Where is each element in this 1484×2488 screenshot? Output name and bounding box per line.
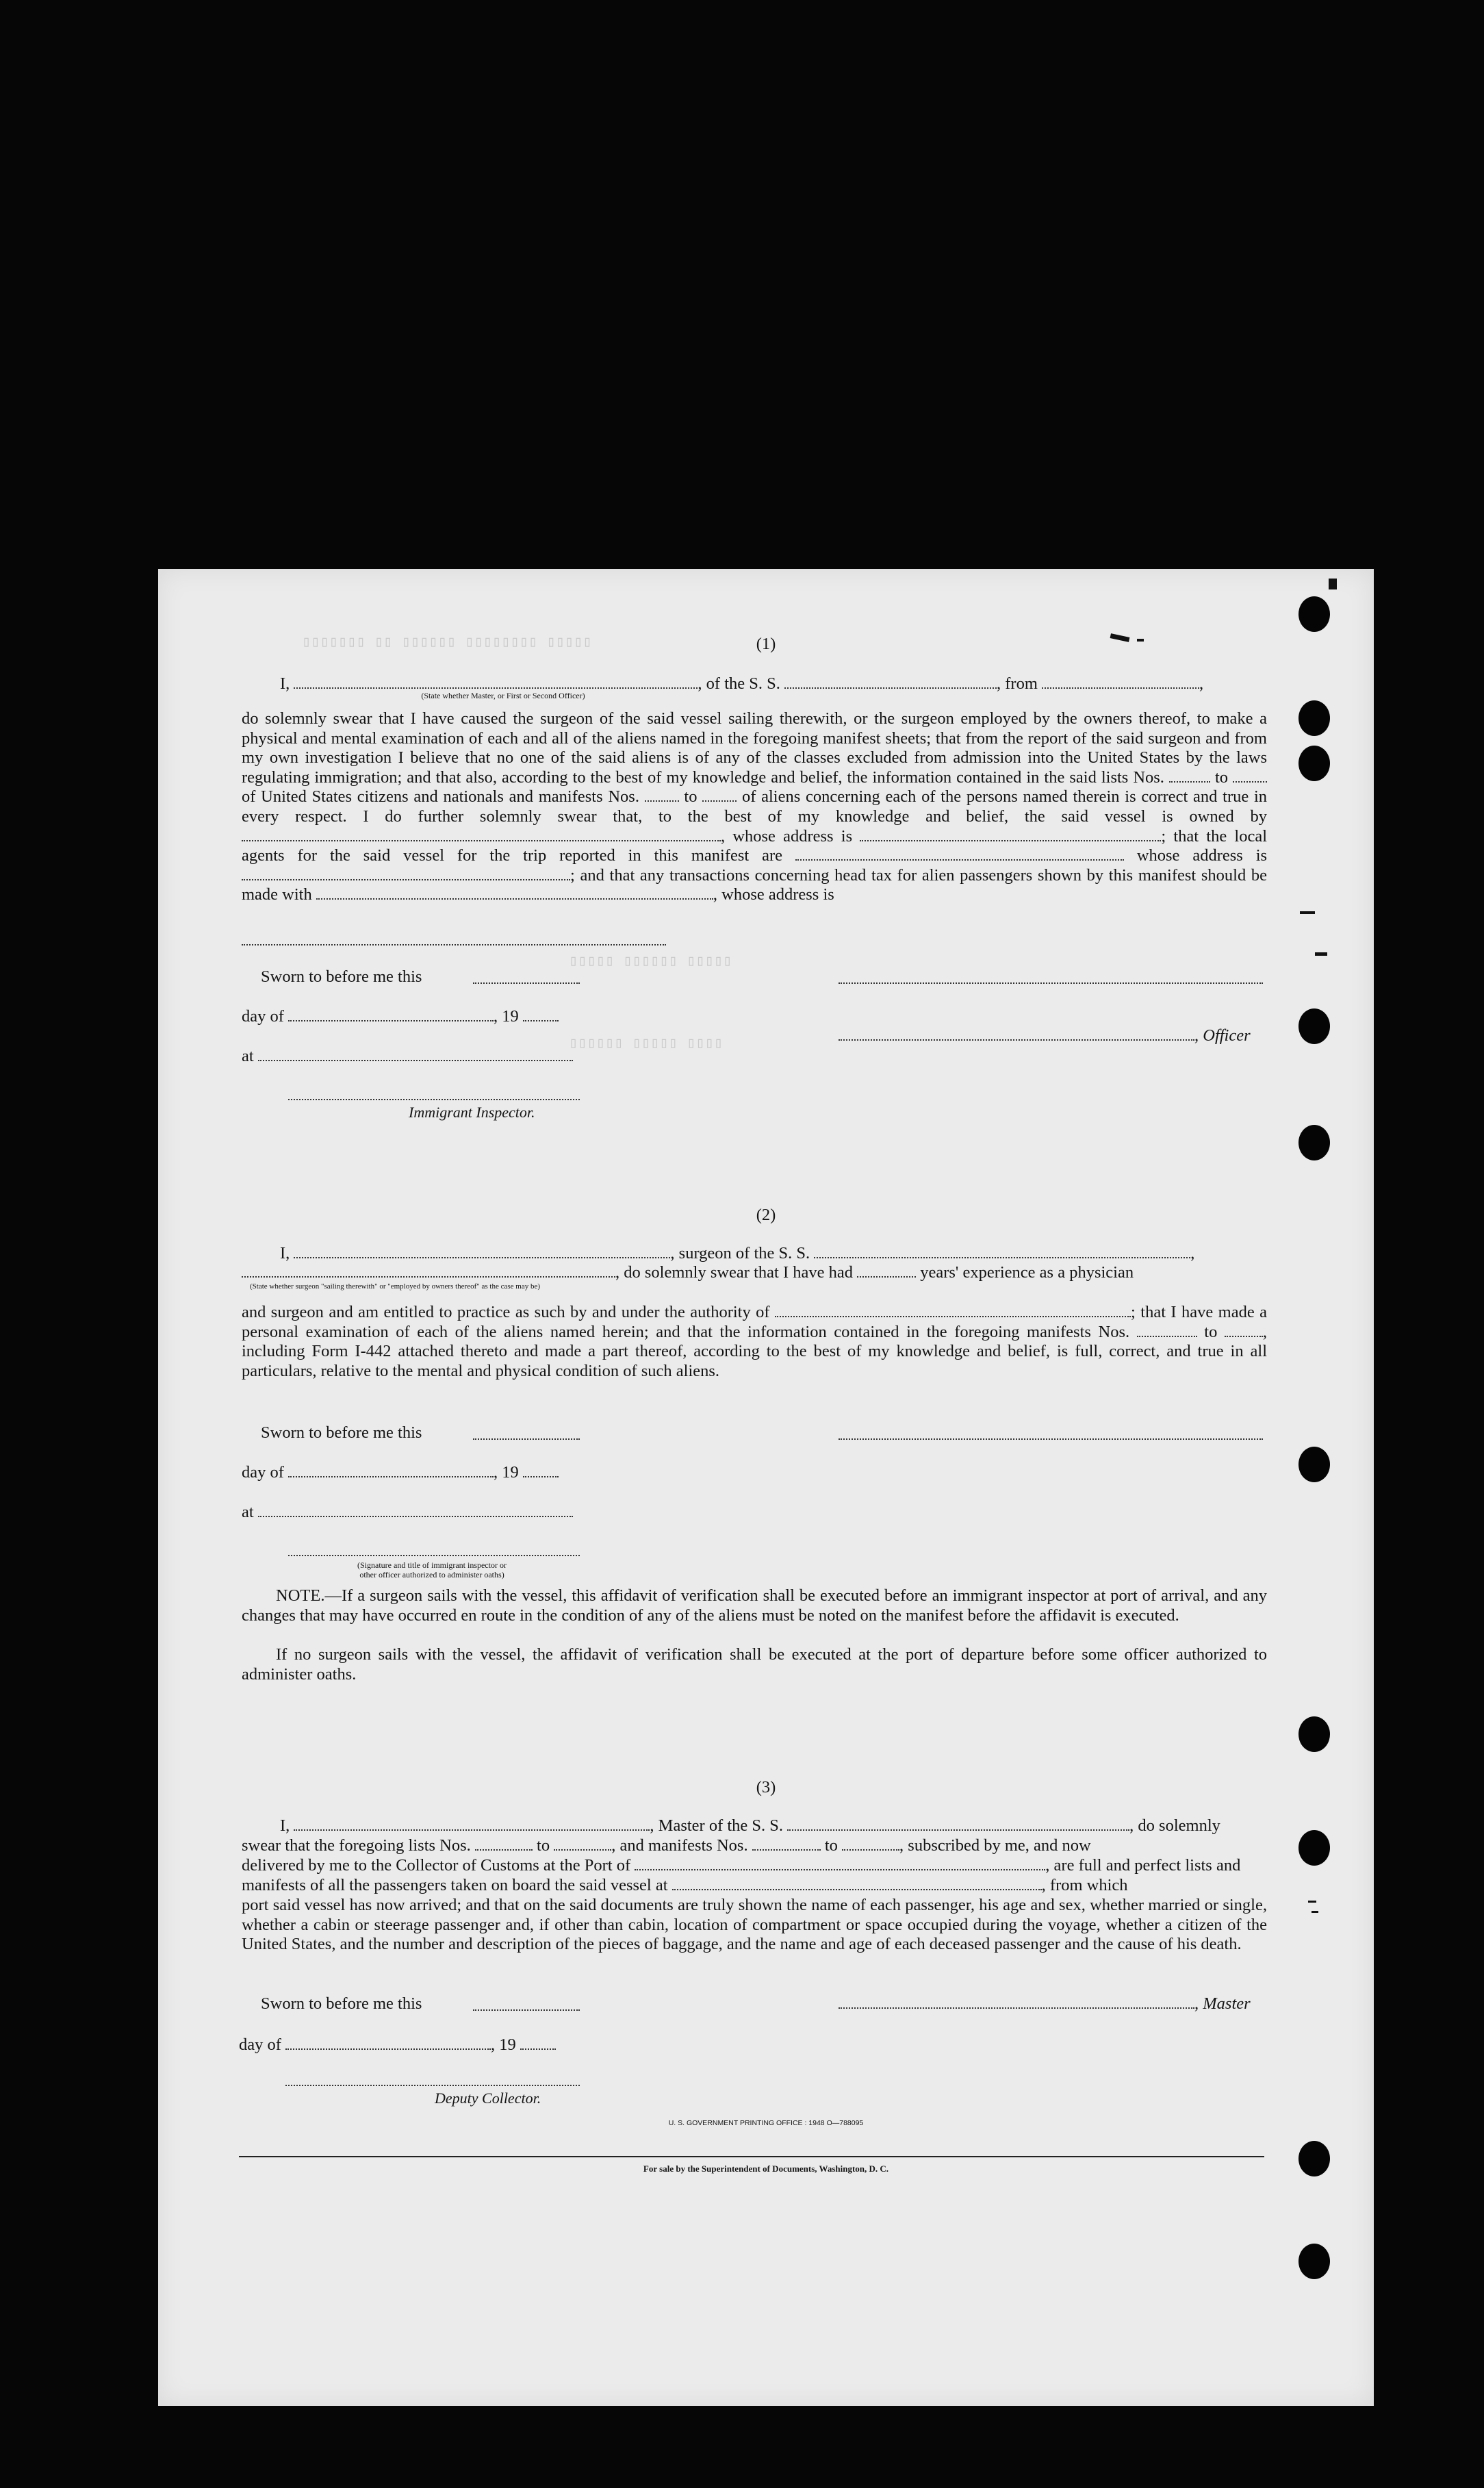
text: day of [239, 2035, 281, 2054]
text: I, [280, 674, 290, 693]
blank-field[interactable] [242, 828, 721, 841]
blank-field[interactable] [288, 1008, 494, 1021]
text: day of [242, 1007, 284, 1026]
master-signature [839, 1994, 1251, 2014]
gpo-imprint: U. S. GOVERNMENT PRINTING OFFICE : 1948 O—788095 [668, 2119, 864, 2127]
at-label [242, 1503, 573, 1523]
text: I, [280, 1244, 290, 1262]
footer-rule [239, 2156, 1264, 2157]
blank-field[interactable] [523, 1464, 559, 1477]
blank-field[interactable] [672, 1877, 1042, 1890]
signature-caption: (Signature and title of immigrant inspector or [357, 1560, 507, 1570]
master-paragraph [242, 1896, 1267, 1955]
text: to [684, 787, 698, 807]
master-line-3 [242, 1856, 1240, 1876]
text: , do solemnly [1129, 1816, 1220, 1835]
blank-field[interactable] [316, 886, 713, 900]
text: ; and that any transactions concerning head tax for alien passengers shown by this manifest should be made with [242, 865, 1267, 904]
punch-hole [1298, 1008, 1330, 1044]
text: ; [1161, 826, 1166, 846]
bleed-through: ▯▯▯▯▯▯ ▯▯▯▯▯ ▯▯▯▯ [569, 1035, 724, 1052]
text: and surgeon and am entitled to practice as such by and under the authority of [242, 1303, 770, 1321]
text: day of [242, 1463, 284, 1482]
blank-field[interactable] [635, 1857, 1045, 1870]
blank-field[interactable] [795, 847, 1124, 861]
text: , from [997, 674, 1038, 693]
punch-hole [1298, 700, 1330, 736]
scan-mark [1315, 952, 1327, 956]
blank-field[interactable] [258, 1503, 573, 1517]
text: do solemnly swear that I have caused the surgeon of the said vessel sailing therewith, or the surgeon employed by the owners thereof, to make a physical and mental examination of each and all of the aliens named in the foregoing manifest sheets; that from the report of the said surgeon and from my own investigation I believe that no one of the said aliens is of any of the classes excluded from admission into the United States by the laws regulating immigration; and that also, according to the best of my knowledge and belief, the information contained in the said lists Nos. [242, 709, 1267, 787]
text: ; [1131, 1303, 1136, 1321]
blank-field[interactable] [1225, 1323, 1263, 1337]
text: , 19 [494, 1463, 519, 1482]
blank-field[interactable] [787, 1817, 1129, 1831]
sworn-label: Sworn to before me this [261, 967, 422, 986]
blank-field[interactable] [294, 1817, 650, 1831]
day-of-label [242, 1007, 559, 1027]
blank-field[interactable] [860, 828, 1161, 841]
blank-field[interactable] [473, 2009, 580, 2011]
text: swear that the foregoing lists Nos. [242, 1836, 471, 1855]
blank-field[interactable] [475, 1837, 533, 1851]
officer-line [839, 1026, 1251, 1046]
text: , [1190, 1244, 1195, 1262]
address-line [242, 944, 666, 945]
text: years' experience as a physician [920, 1263, 1134, 1282]
text: , from which [1041, 1876, 1128, 1894]
blank-field[interactable] [554, 1837, 611, 1851]
scan-mark [1312, 1911, 1318, 1913]
text: , including Form I-442 attached thereto and made a part thereof, according to the best of my knowledge and belief, is full, correct, and true in all particulars, relative to the mental and physical condition of such aliens. [242, 1322, 1268, 1380]
blank-field[interactable] [285, 2036, 491, 2050]
text: , Officer [1194, 1026, 1251, 1045]
blank-field[interactable] [520, 2036, 556, 2050]
blank-field[interactable] [784, 675, 997, 689]
signature-line[interactable] [288, 1099, 580, 1100]
master-line [280, 1816, 1220, 1836]
signature-line[interactable] [839, 1995, 1194, 2009]
section-number: (2) [756, 1206, 776, 1224]
inspector-label: Immigrant Inspector. [409, 1104, 535, 1121]
text: , Master [1194, 1994, 1251, 2013]
surgeon-line [280, 1244, 1194, 1264]
master-line-4 [242, 1876, 1128, 1896]
blank-field[interactable] [752, 1837, 821, 1851]
text: to [824, 1836, 838, 1855]
blank-field[interactable] [473, 982, 580, 984]
punch-hole [1298, 596, 1330, 632]
at-label [242, 1047, 573, 1067]
text: port said vessel has now arrived; and that on the said documents are truly shown the name of each passenger, his age and sex, whether married or single, whether a cabin or steerage passenger and, if other than cabin, location of compartment or space occupied during the voyage, whether a citizen of the United States, and the number and description of the pieces of baggage, and the name and age of each deceased passenger and the cause of his death. [242, 1896, 1267, 1954]
signature-line[interactable] [285, 2085, 580, 2086]
day-of-label [242, 1463, 559, 1483]
text: at [242, 1047, 254, 1065]
scan-mark [1300, 911, 1315, 914]
note-paragraph [242, 1586, 1267, 1625]
text: —If a surgeon sails with the vessel, this affidavit of verification shall be executed before an immigrant inspector at port of arrival, and any changes that may have occurred en route in the condition of any of the aliens must be noted on the manifest before the affidavit is executed. [242, 1586, 1267, 1625]
text: I, [280, 1816, 290, 1835]
signature-line[interactable] [839, 1027, 1194, 1041]
text: of aliens concerning each of the persons named therein is correct and true in every respect. I do further solemnly swear that, to the best of my knowledge and belief, the said vessel is owned by [242, 787, 1268, 826]
blank-field[interactable] [842, 1837, 899, 1851]
blank-field[interactable] [294, 1245, 670, 1258]
text: , Master of the S. S. [650, 1816, 784, 1835]
text: manifests of all the passengers taken on board the said vessel at [242, 1876, 668, 1894]
text: , are full and perfect lists and [1045, 1856, 1241, 1875]
day-of-label [239, 2035, 556, 2055]
signature-caption: other officer authorized to administer oaths) [359, 1570, 504, 1579]
text: at [242, 1503, 254, 1521]
punch-hole [1298, 746, 1330, 781]
text: delivered by me to the Collector of Customs at the Port of [242, 1856, 631, 1875]
blank-field[interactable] [775, 1304, 1131, 1317]
blank-field[interactable] [294, 675, 698, 689]
text: , whose address is [721, 826, 853, 846]
blank-field[interactable] [1233, 769, 1267, 783]
surgeon-line-2 [242, 1263, 1134, 1283]
bleed-through: ▯▯▯▯▯ ▯▯▯▯▯▯ ▯▯▯▯▯ [569, 953, 732, 970]
oath-paragraph [242, 709, 1267, 905]
blank-field[interactable] [1169, 769, 1210, 783]
section-number: (3) [756, 1778, 776, 1797]
manifest-page [158, 569, 1374, 2406]
sworn-label: Sworn to before me this [261, 1423, 422, 1442]
text: , subscribed by me, and now [899, 1836, 1091, 1855]
punch-hole [1298, 1716, 1330, 1752]
surgeon-caption: (State whether surgeon "sailing therewith" or "employed by owners thereof" as the case may be) [250, 1282, 541, 1291]
signature-line[interactable] [839, 1438, 1263, 1440]
text: to [1204, 1322, 1218, 1341]
note-label: NOTE. [276, 1586, 325, 1605]
punch-hole [1298, 1125, 1330, 1160]
blank-field[interactable] [814, 1245, 1190, 1258]
scan-mark [1308, 1901, 1316, 1903]
text: If no surgeon sails with the vessel, the affidavit of verification shall be executed at the port of departure before some officer authorized to administer oaths. [242, 1645, 1267, 1684]
text: , do solemnly swear that I have had [615, 1263, 853, 1282]
section-number: (1) [756, 635, 776, 653]
text: , [1199, 674, 1204, 693]
text: to [1214, 767, 1229, 787]
blank-field[interactable] [702, 788, 737, 802]
punch-hole [1298, 1447, 1330, 1482]
sworn-label: Sworn to before me this [261, 1994, 422, 2013]
scan-mark [1329, 579, 1337, 589]
text: , whose address is [713, 885, 834, 904]
blank-field[interactable] [1042, 675, 1199, 689]
blank-field[interactable] [523, 1008, 559, 1021]
blank-field[interactable] [258, 1048, 573, 1061]
punch-hole [1298, 1830, 1330, 1866]
text: , 19 [494, 1007, 519, 1026]
text: that the local agents for the said vessel for the trip reported in this manifest are [242, 826, 1268, 865]
text: , 19 [491, 2035, 516, 2054]
text: to [537, 1836, 550, 1855]
text: , of the S. S. [698, 674, 780, 693]
blank-field[interactable] [288, 1464, 494, 1477]
surgeon-paragraph [242, 1303, 1267, 1381]
bleed-through: ▯▯▯▯▯▯▯ ▯▯ ▯▯▯▯▯▯ ▯▯▯▯▯▯▯▯ ▯▯▯▯▯ [302, 634, 592, 651]
blank-field[interactable] [473, 1438, 580, 1440]
text: , and manifests Nos. [611, 1836, 748, 1855]
text: , surgeon of the S. S. [670, 1244, 810, 1262]
blank-field[interactable] [1137, 1323, 1197, 1337]
text: whose address is [1136, 846, 1268, 865]
signature-line[interactable] [288, 1555, 580, 1556]
blank-field[interactable] [857, 1264, 916, 1278]
blank-field[interactable] [645, 788, 679, 802]
text: that I have made a personal examination of each of the aliens named herein; and that the information contained in the foregoing manifests Nos. [242, 1303, 1268, 1341]
blank-field[interactable] [242, 867, 570, 880]
text: of United States citizens and nationals and manifests Nos. [242, 787, 639, 807]
deputy-label: Deputy Collector. [435, 2090, 541, 2107]
role-caption: (State whether Master, or First or Second Officer) [421, 691, 585, 700]
master-line-2 [242, 1836, 1091, 1856]
note-paragraph [242, 1645, 1267, 1684]
blank-field[interactable] [242, 1264, 615, 1278]
signature-line[interactable] [839, 982, 1263, 984]
sale-notice: For sale by the Superintendent of Documents, Washington, D. C. [643, 2163, 889, 2174]
punch-hole [1298, 2244, 1330, 2279]
